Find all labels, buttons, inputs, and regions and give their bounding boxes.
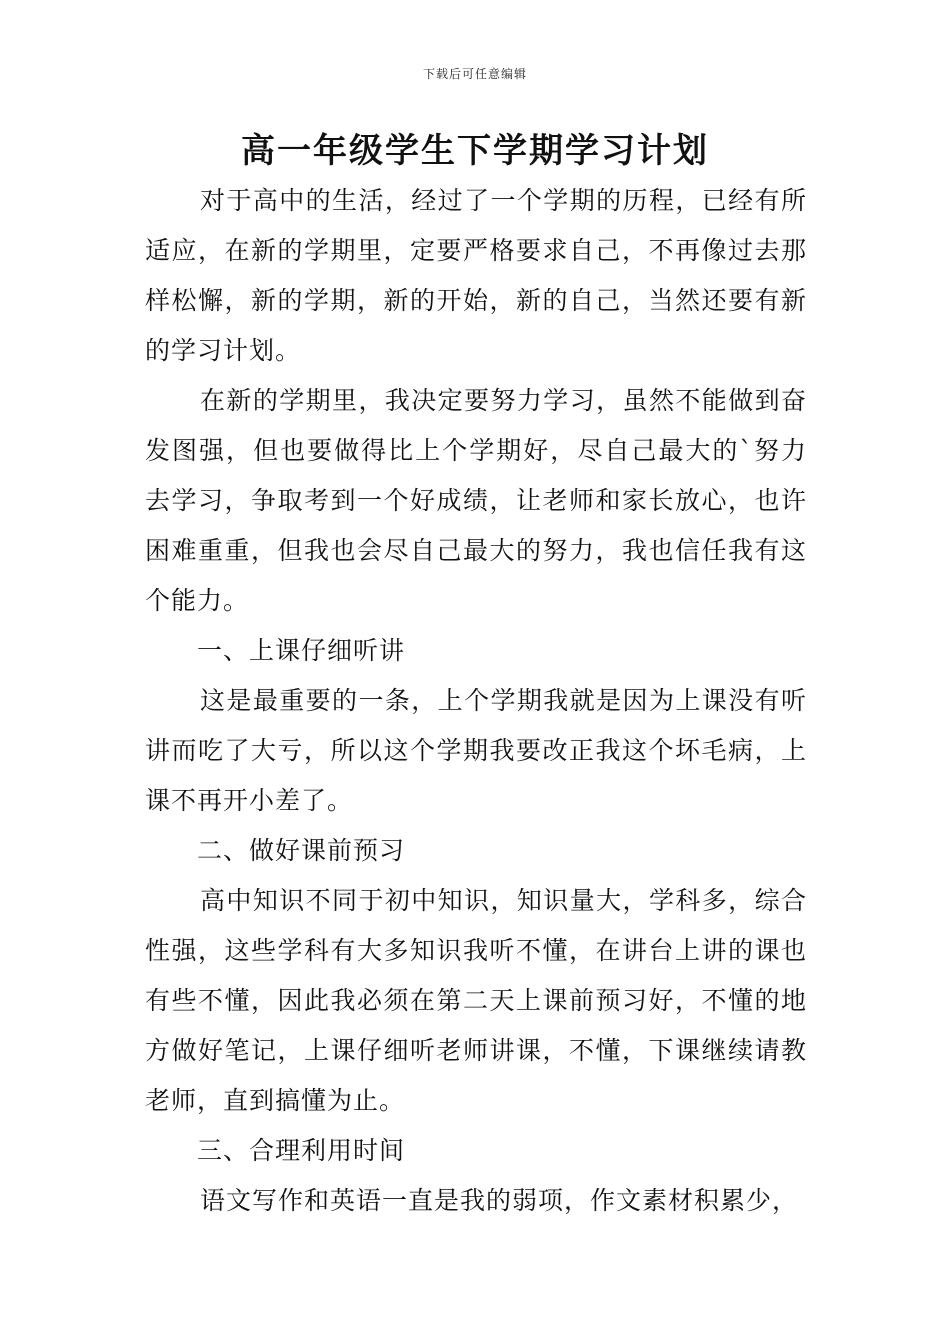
section-text-3: 语文写作和英语一直是我的弱项，作文素材积累少， — [200, 1186, 799, 1215]
section-heading-3: 三、合理利用时间 — [197, 1136, 406, 1165]
document-title: 高一年级学生下学期学习计划 — [241, 131, 709, 171]
intro-paragraph-2: 在新的学期里，我决定要努力学习，虽然不能做到奋发图强，但也要做得比上个学期好，尽自己最大的`努力去学习，争取考到一个好成绩，让老师和家长放心，也许困难重重，但我也会尽自己最大的努力，我也信任我有这个能力。 — [145, 386, 807, 615]
section-text-1: 这是最重要的一条，上个学期我就是因为上课没有听讲而吃了大亏，所以这个学期我要改正我这个坏毛病，上课不再开小差了。 — [145, 686, 807, 815]
section-heading-2: 二、做好课前预习 — [197, 836, 406, 865]
intro-paragraph-1: 对于高中的生活，经过了一个学期的历程，已经有所适应，在新的学期里，定要严格要求自己，不再像过去那样松懈，新的学期，新的开始，新的自己，当然还要有新的学习计划。 — [145, 186, 807, 365]
section-heading-1: 一、上课仔细听讲 — [197, 636, 406, 665]
page-header-note: 下载后可任意编辑 — [422, 67, 527, 81]
section-text-2: 高中知识不同于初中知识，知识量大，学科多，综合性强，这些学科有大多知识我听不懂，在讲台上讲的课也有些不懂，因此我必须在第二天上课前预习好，不懂的地方做好笔记，上课仔细听老师讲课，不懂，下课继续请教老师，直到搞懂为止。 — [145, 886, 807, 1115]
document-body — [145, 176, 807, 1226]
